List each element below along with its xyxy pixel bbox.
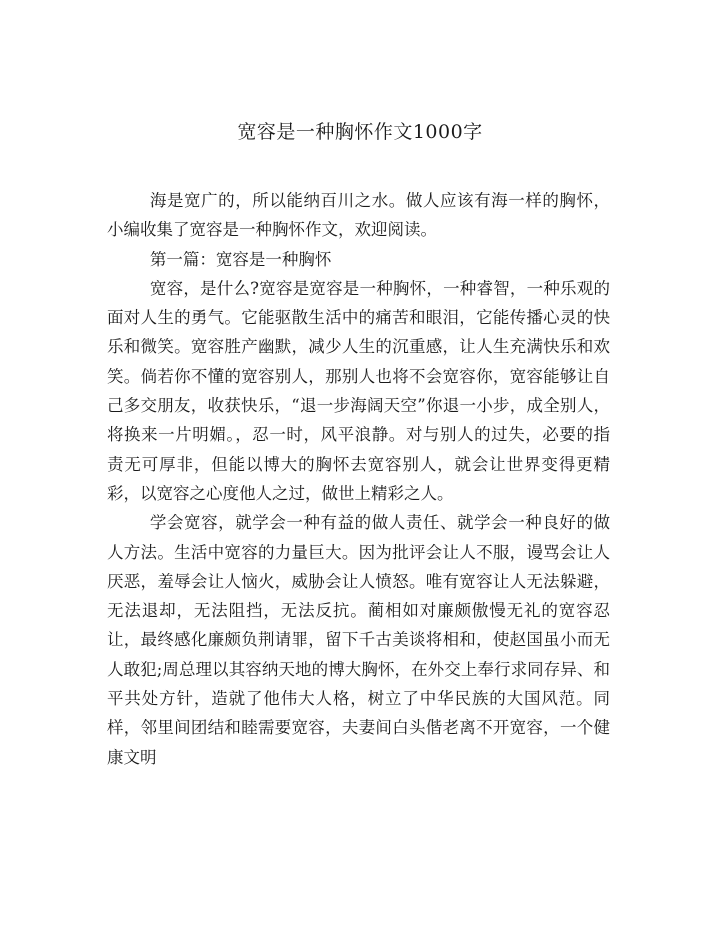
document-title: 宽容是一种胸怀作文1000字: [237, 121, 483, 143]
intro-paragraph: 海是宽广的，所以能纳百川之水。做人应该有海一样的胸怀，小编收集了宽容是一种胸怀作文，欢迎阅读。: [107, 191, 610, 240]
section-heading: 第一篇：宽容是一种胸怀: [149, 249, 332, 269]
body-paragraph: 学会宽容，就学会一种有益的做人责任、就学会一种良好的做人方法。生活中宽容的力量巨大。因为批评会让人不服，谩骂会让人厌恶，羞辱会让人恼火，威胁会让人愤怒。唯有宽容让人无法躲避，无法退却，无法阻挡，无法反抗。蔺相如对廉颇傲慢无礼的宽容忍让，最终感化廉颇负荆请罪，留下千古美谈将相和，使赵国虽小而无人敢犯;周总理以其容纳天地的博大胸怀，在外交上奉行求同存异、和平共处方针，造就了他伟大人格，树立了中华民族的大国风范。同样，邻里间团结和睦需要宽容，夫妻间白头偕老离不开宽容，一个健康文明: [107, 513, 610, 767]
document-body: [107, 186, 610, 772]
body-paragraph: 宽容，是什么?宽容是宽容是一种胸怀，一种睿智，一种乐观的面对人生的勇气。它能驱散生活中的痛苦和眼泪，它能传播心灵的快乐和微笑。宽容胜产幽默，减少人生的沉重感，让人生充满快乐和欢笑。倘若你不懂的宽容别人，那别人也将不会宽容你，宽容能够让自己多交朋友，收获快乐，“退一步海阔天空”你退一小步，成全别人，将换来一片明媚。，忍一时，风平浪静。对与别人的过失，必要的指责无可厚非，但能以博大的胸怀去宽容别人，就会让世界变得更精彩，以宽容之心度他人之过，做世上精彩之人。: [107, 278, 610, 503]
